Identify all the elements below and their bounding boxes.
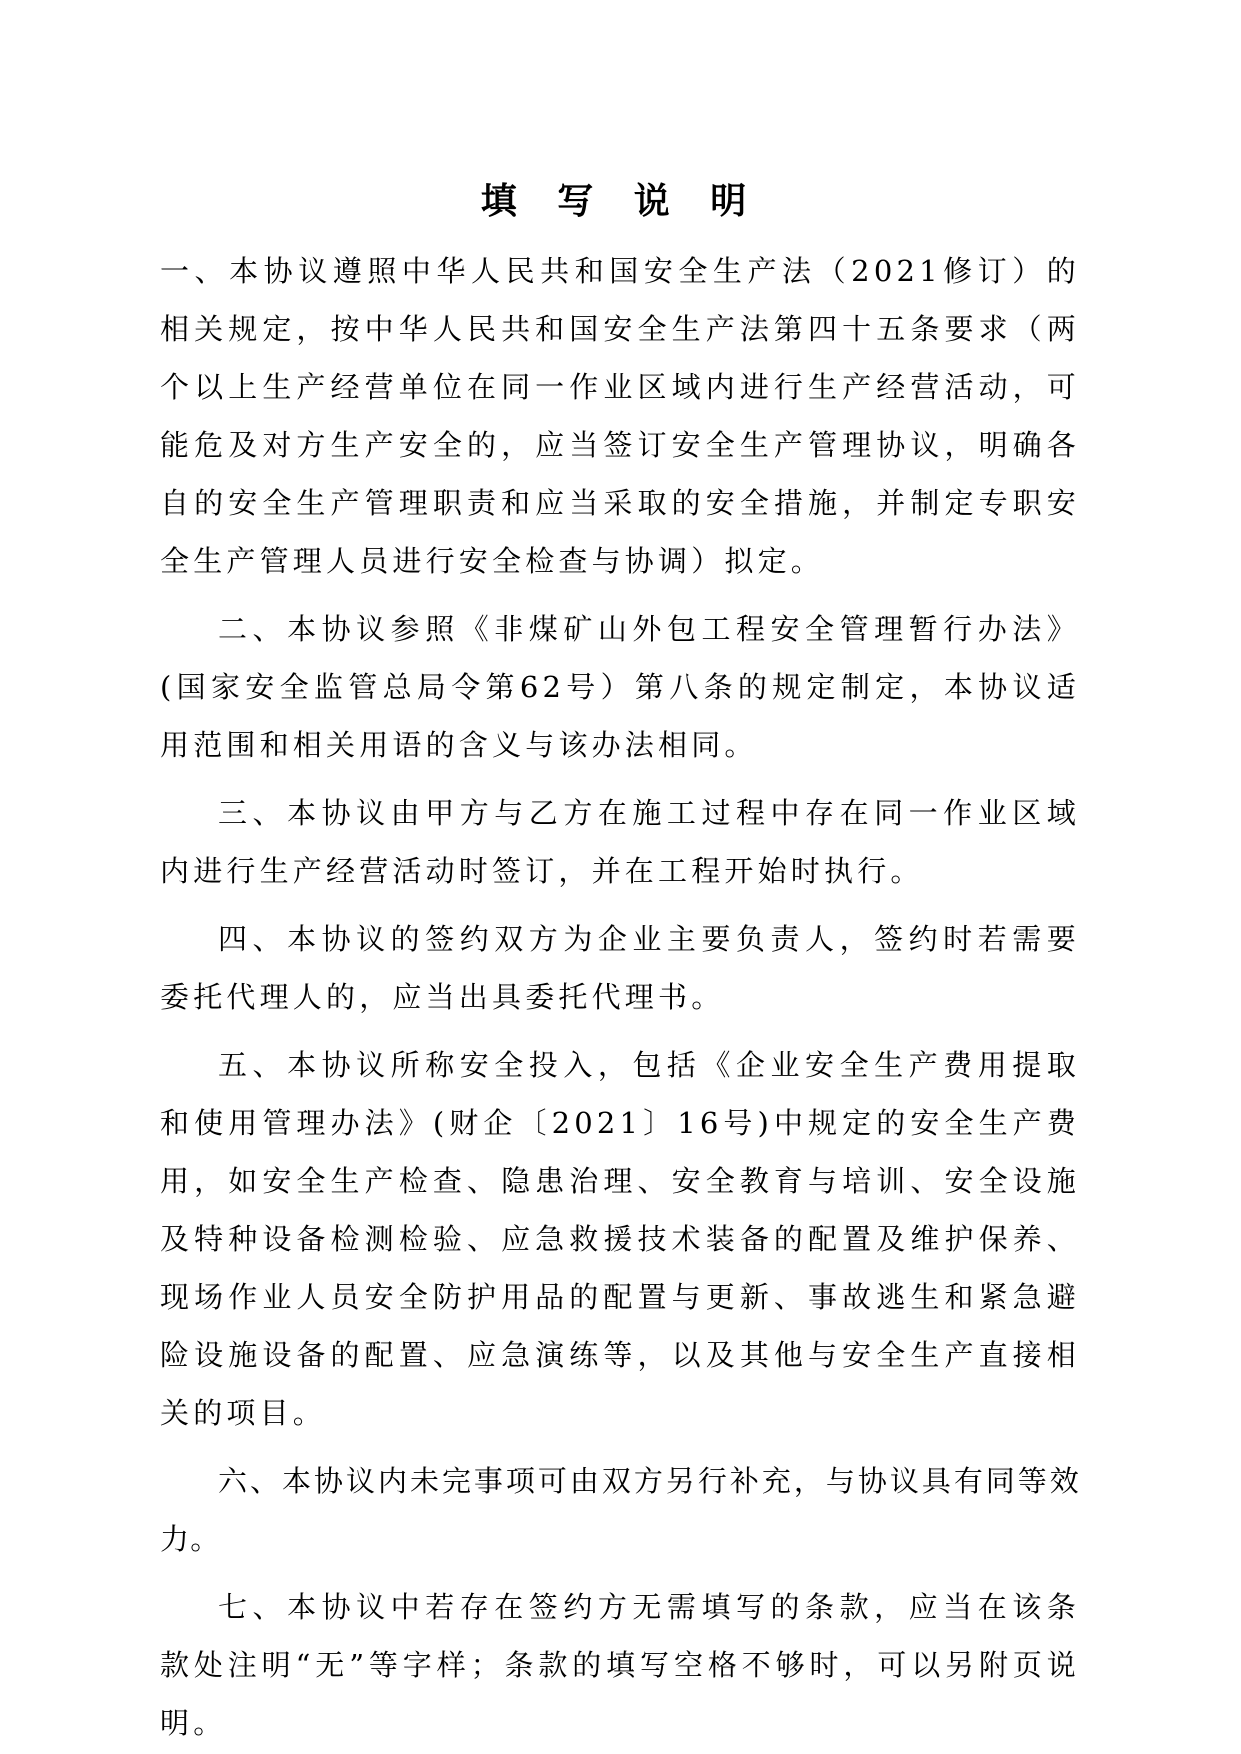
paragraph-2: 二、本协议参照《非煤矿山外包工程安全管理暂行办法》(国家安全监管总局令第62号）第八条的规定制定，本协议适用范围和相关用语的含义与该办法相同。 xyxy=(160,612,1080,762)
paragraph-5: 五、本协议所称安全投入，包括《企业安全生产费用提取和使用管理办法》(财企〔2021〕16号)中规定的安全生产费用，如安全生产检查、隐患治理、安全教育与培训、安全设施及特种设备检测检验、应急救援技术装备的配置及维护保养、现场作业人员安全防护用品的配置与更新、事故逃生和紧急避险设施设备的配置、应急演练等，以及其他与安全生产直接相关的项目。 xyxy=(160,1048,1080,1430)
instructions-body xyxy=(160,242,1080,1752)
paragraph-3: 三、本协议由甲方与乙方在施工过程中存在同一作业区域内进行生产经营活动时签订，并在工程开始时执行。 xyxy=(160,796,1080,888)
paragraph-7: 七、本协议中若存在签约方无需填写的条款，应当在该条款处注明“无”等字样；条款的填写空格不够时，可以另附页说明。 xyxy=(160,1590,1080,1740)
paragraph-1: 一、本协议遵照中华人民共和国安全生产法（2021修订）的相关规定，按中华人民共和国安全生产法第四十五条要求（两个以上生产经营单位在同一作业区域内进行生产经营活动，可能危及对方生产安全的，应当签订安全生产管理协议，明确各自的安全生产管理职责和应当采取的安全措施，并制定专职安全生产管理人员进行安全检查与协调）拟定。 xyxy=(160,254,1080,578)
paragraph-4: 四、本协议的签约双方为企业主要负责人，签约时若需要委托代理人的，应当出具委托代理书。 xyxy=(160,922,1080,1014)
paragraph-6: 六、本协议内未完事项可由双方另行补充，与协议具有同等效力。 xyxy=(160,1464,1080,1556)
page-title: 填 写 说 明 xyxy=(480,181,761,222)
